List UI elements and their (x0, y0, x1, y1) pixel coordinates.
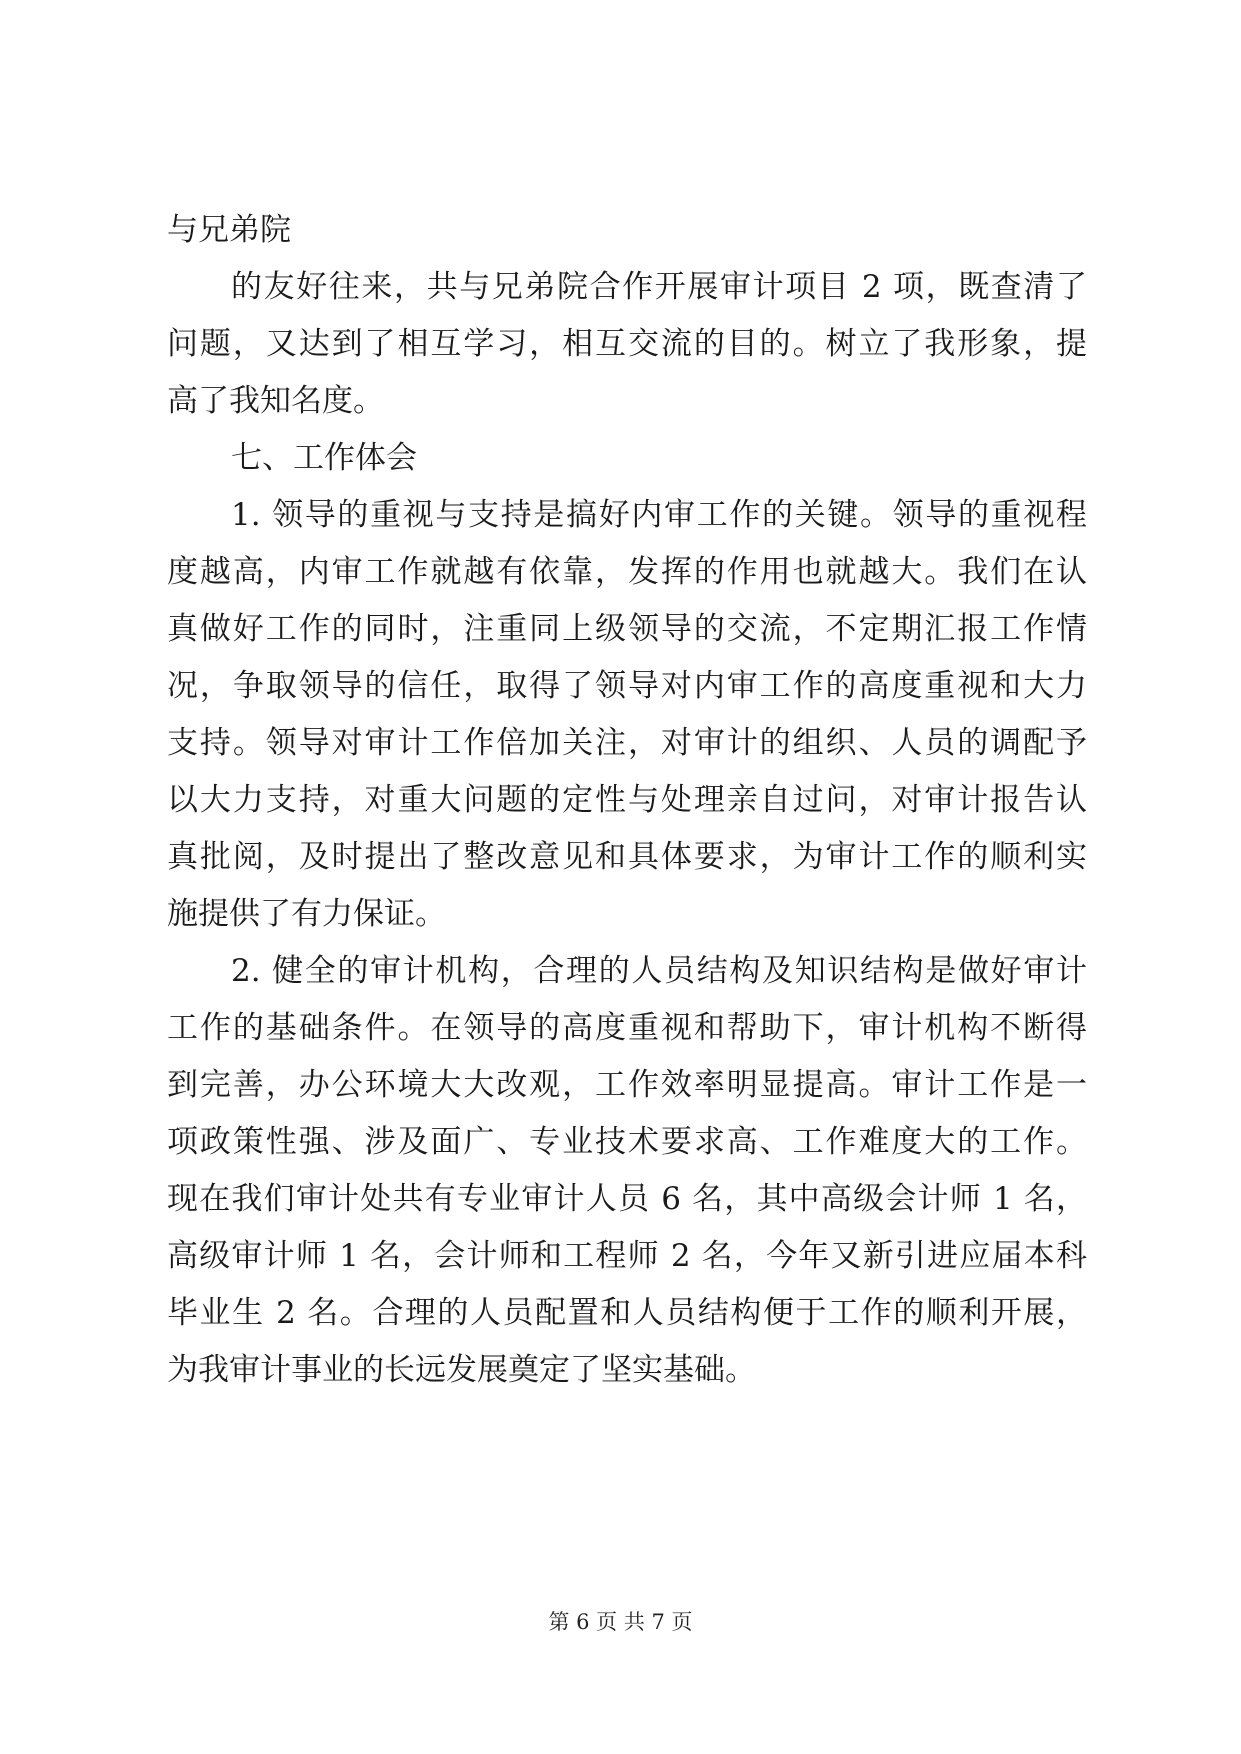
text-line: 毕业生 2 名。合理的人员配置和人员结构便于工作的顺利开展， (167, 1295, 1087, 1331)
text-line: 为我审计事业的长远发展奠定了坚实基础。 (167, 1352, 756, 1388)
text-line: 与兄弟院 (167, 212, 291, 248)
text-line: 真批阅，及时提出了整改意见和具体要求，为审计工作的顺利实 (167, 839, 1087, 875)
text-line: 施提供了有力保证。 (167, 896, 446, 932)
text-line: 项政策性强、涉及面广、专业技术要求高、工作难度大的工作。 (167, 1124, 1087, 1160)
page-number-footer: 第 6 页 共 7 页 (548, 1610, 693, 1634)
paragraph-start-line: 2. 健全的审计机构，合理的人员结构及知识结构是做好审计 (231, 953, 1087, 989)
text-line: 况，争取领导的信任，取得了领导对内审工作的高度重视和大力 (167, 668, 1087, 704)
text-line: 问题，又达到了相互学习，相互交流的目的。树立了我形象，提 (167, 326, 1087, 362)
text-line: 高了我知名度。 (167, 383, 384, 419)
text-line: 以大力支持，对重大问题的定性与处理亲自过问，对审计报告认 (167, 782, 1087, 818)
text-line: 到完善，办公环境大大改观，工作效率明显提高。审计工作是一 (167, 1067, 1087, 1103)
text-line: 现在我们审计处共有专业审计人员 6 名，其中高级会计师 1 名， (167, 1181, 1087, 1217)
paragraph-start-line: 1. 领导的重视与支持是搞好内审工作的关键。领导的重视程 (231, 497, 1087, 533)
text-line: 度越高，内审工作就越有依靠，发挥的作用也就越大。我们在认 (167, 554, 1087, 590)
section-heading: 七、工作体会 (231, 440, 417, 476)
text-line: 高级审计师 1 名，会计师和工程师 2 名，今年又新引进应届本科 (167, 1238, 1087, 1274)
text-line: 工作的基础条件。在领导的高度重视和帮助下，审计机构不断得 (167, 1010, 1087, 1046)
text-line: 支持。领导对审计工作倍加关注，对审计的组织、人员的调配予 (167, 725, 1087, 761)
paragraph-start-line: 的友好往来，共与兄弟院合作开展审计项目 2 项，既查清了 (231, 269, 1087, 305)
text-line: 真做好工作的同时，注重同上级领导的交流，不定期汇报工作情 (167, 611, 1087, 647)
